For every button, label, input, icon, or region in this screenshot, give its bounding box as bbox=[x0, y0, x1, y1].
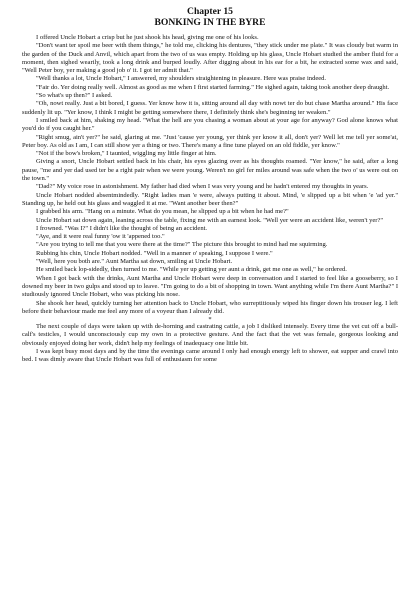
paragraph: The next couple of days were taken up with de-horning and castrating cattle, a job I disliked intensely. Every time the vet cut off a bull-calf's testicles, I would unconsciously cup my own in a protective gesture. And the fact that the vet was female, gorgeous looking and obviously enjoyed doing her work, didn't help my feelings of inadequacy one little bit. bbox=[22, 323, 398, 347]
paragraph: "Don't want ter spoil me beer with them things," he told me, clicking his dentures, "they stick under me plate." It was cloudy but warm in the garden of the Duck and Anvil, which apart from the two of us was empty. Holding up his glass, Uncle Hobart studied the amber fluid for a moment, then sighed wearily, took a long drink and burped loudly. After digging about in his ear for a bit, he extracted some wax and said, "Well Peter boy, yer making a good job o' it. I got ter admit that." bbox=[22, 42, 398, 75]
paragraph: I smiled back at him, shaking my head. "What the hell are you chasing a woman about at your age for anyway? God alone knows what you'd do if you caught her." bbox=[22, 116, 398, 133]
paragraph: Uncle Hobart nodded absentmindedly. "Right ladies man 'e were, always putting it about. Mind, 'e slipped up a bit when 'e 'ad yer." Standing up, he held out his glass and waggled it at me. "Want another beer then?" bbox=[22, 191, 398, 207]
paragraph: "Right smug, ain't yer?" he said, glaring at me. "Just 'cause yer young, yer think yer know it all, don't yer? Well let me tell yer some'at, Peter boy. As old as I am, I can still show yer a thing or two. There's many a fine tune played on an old fiddle, yer know." bbox=[22, 133, 398, 149]
paragraph: "So what's up then?" I asked. bbox=[36, 92, 113, 100]
chapter-number: Chapter 15 bbox=[187, 6, 233, 17]
chapter-body bbox=[22, 34, 398, 365]
paragraph: I grabbed his arm. "Hang on a minute. What do you mean, he slipped up a bit when he had me?" bbox=[36, 208, 289, 216]
paragraph: "Well thanks a lot, Uncle Hobart," I answered, my shoulders straightening in pleasure. Here was praise indeed. bbox=[36, 75, 327, 83]
paragraph: I frowned. "Was I?" I didn't like the thought of being an accident. bbox=[36, 224, 208, 232]
paragraph: She shook her head, quickly turning her attention back to Uncle Hobart, who surreptitiously wiped his finger down his trouser leg. I left before their behaviour made me feel any more of a voyeur than I already did. bbox=[22, 299, 398, 315]
paragraph: He smiled back lop-sidedly, then turned to me. "While yer up getting yer aunt a drink, get me one as well," he ordered. bbox=[36, 266, 347, 274]
paragraph: "Not if the bow's broken," I taunted, wiggling my little finger at him. bbox=[36, 150, 217, 158]
section-separator: * bbox=[208, 316, 212, 324]
paragraph: "Fair do. Yer doing really well. Almost as good as me when I first started farming." He sighed again, taking took another deep draught. bbox=[36, 83, 390, 91]
chapter-title: BONKING IN THE BYRE bbox=[154, 17, 266, 28]
paragraph: "Are you trying to tell me that you were there at the time?" The picture this brought to mind had me squirming. bbox=[36, 241, 328, 249]
paragraph: "Well, here you both are." Aunt Martha sat down, smiling at Uncle Hobart. bbox=[36, 258, 233, 266]
paragraph: "Oh, nowt really. Just a bit bored, I guess. Yer know how it is, sitting around all day with nowt ter do but chase Martha around." His face suddenly lit up. "Yer know, I think I might be getting somewhere there, I definitely think she's beginning ter weaken." bbox=[22, 100, 398, 116]
paragraph: "Aye, and it were real funny 'ow it 'appened too." bbox=[36, 233, 165, 241]
paragraph: Rubbing his chin, Uncle Hobart nodded. "Well in a manner o' speaking, I suppose I were." bbox=[36, 249, 273, 257]
paragraph: Giving a snort, Uncle Hobart settled back in his chair, his eyes glazing over as his thoughts roamed. "Yer know," he said, after a long pause, "me and yer dad used ter be a right pair when we were young. Weren't no girl fer miles around was safe when the two o' us were out on the town." bbox=[22, 158, 398, 183]
paragraph: When I got back with the drinks, Aunt Martha and Uncle Hobart were deep in conversation and I started to feel like a gooseberry, so I downed my beer in two gulps and stood up to leave. "I'm going to do a bit of shopping in town. Want anything while I'm there Aunt Martha?" I studiously ignored Uncle Hobart, who was picking his nose. bbox=[22, 274, 398, 299]
paragraph: "Dad?" My voice rose in astonishment. My father had died when I was very young and he hadn't entered my thoughts in years. bbox=[36, 183, 369, 191]
paragraph: Uncle Hobart sat down again, leaning across the table, fixing me with an earnest look. "Well yer were an accident like, weren't yer?" bbox=[36, 216, 384, 224]
paragraph: I was kept busy most days and by the time the evenings came around I only had enough energy left to shower, eat supper and crawl into bed. I was dimly aware that Uncle Hobart was full of enthusiasm for some bbox=[22, 347, 398, 364]
paragraph: I offered Uncle Hobart a crisp but he just shook his head, giving me one of his looks. bbox=[36, 34, 259, 41]
